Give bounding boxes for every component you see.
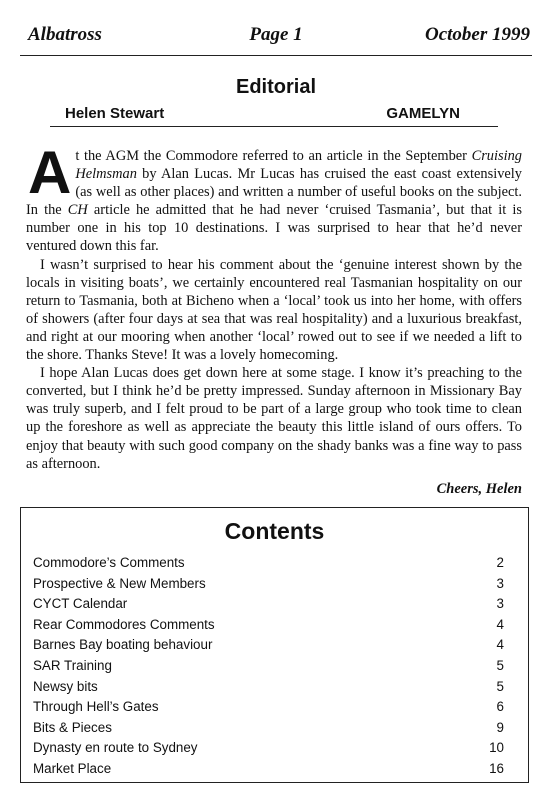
magazine-abbrev: CH — [67, 202, 88, 219]
contents-item[interactable] — [33, 759, 504, 780]
contents-item[interactable] — [33, 718, 504, 739]
contents-box — [20, 507, 529, 783]
contents-item-page: 6 — [496, 699, 504, 715]
contents-item[interactable] — [33, 738, 504, 759]
contents-item[interactable] — [33, 697, 504, 718]
contents-item-page: 2 — [496, 555, 504, 570]
contents-item-page: 5 — [496, 657, 504, 673]
contents-item[interactable] — [33, 574, 504, 595]
editorial-title: Editorial — [235, 76, 316, 98]
p1-text-b: by Alan Lucas. Mr Lucas has cruised the east coast extensively (as well as other places) and written a number of useful books on the subject. In the — [26, 166, 522, 219]
contents-item-page: 3 — [496, 596, 504, 612]
page-header — [20, 24, 532, 50]
author-name: Helen Stewart — [65, 105, 165, 122]
contents-item[interactable] — [33, 635, 504, 656]
contents-item-page: 3 — [496, 575, 504, 591]
contents-item-page: 4 — [496, 616, 504, 632]
contents-item-page: 4 — [496, 637, 504, 653]
contents-item-page: 9 — [496, 719, 504, 735]
contents-item-title: Through Hell’s Gates — [33, 699, 159, 715]
header-divider — [20, 55, 532, 56]
contents-item[interactable] — [33, 594, 504, 615]
p1-text-c: article he admitted that he had never ‘cruised Tasmania’, but that it is number one in his top 10 destinations. I was surprised to hear that he’d never ventured down this far. — [26, 202, 522, 255]
page-number: Page 1 — [249, 24, 303, 45]
byline-divider — [50, 126, 498, 127]
p1-text-a: t the AGM the Commodore referred to an article in the September — [75, 148, 472, 164]
contents-item-title: Commodore’s Comments — [33, 555, 185, 570]
contents-item[interactable] — [33, 553, 504, 574]
contents-item-title: Dynasty en route to Sydney — [33, 740, 198, 756]
contents-item-page: 16 — [489, 760, 504, 776]
contents-item-title: Newsy bits — [33, 678, 98, 694]
contents-item-title: Barnes Bay boating behaviour — [33, 637, 213, 653]
contents-item-title: Prospective & New Members — [33, 575, 206, 591]
contents-item[interactable] — [33, 656, 504, 677]
contents-list — [33, 553, 504, 780]
issue-date: October 1999 — [424, 24, 530, 45]
boat-name: GAMELYN — [386, 105, 460, 122]
editorial-signoff: Cheers, Helen — [436, 481, 522, 497]
contents-item[interactable] — [33, 615, 504, 636]
editorial-byline — [50, 105, 498, 125]
contents-item-title: Market Place — [33, 760, 112, 776]
contents-item-title: Bits & Pieces — [33, 719, 112, 735]
contents-item-page: 5 — [496, 678, 504, 694]
editorial-paragraph-3: I hope Alan Lucas does get down here at some stage. I know it’s preaching to the converted, but I think he’d be pretty impressed. Sunday afternoon in Missionary Bay was truly superb, and I felt proud to be part of a large group who took time to clean up the foreshore as well as appreciate the beauty this little island of ours offers. To enjoy that beauty with such good company on the shady banks was a fine way to pass as afternoon. — [26, 365, 522, 472]
editorial-paragraph-1 — [26, 139, 522, 256]
magazine-title: Cruising Helmsman — [75, 148, 522, 183]
contents-item-page: 10 — [489, 740, 504, 756]
contents-title: Contents — [224, 518, 325, 544]
publication-title: Albatross — [28, 24, 102, 45]
contents-item[interactable] — [33, 677, 504, 698]
contents-item-title: CYCT Calendar — [33, 596, 128, 612]
drop-cap: A — [28, 139, 72, 206]
contents-item-title: Rear Commodores Comments — [33, 616, 215, 632]
editorial-body — [26, 139, 522, 473]
contents-item-title: SAR Training — [33, 657, 112, 673]
editorial-paragraph-2: I wasn’t surprised to hear his comment about the ‘genuine interest shown by the locals in visiting boats’, we certainly encountered real Tasmanian hospitality on our return to Tasmania, both at Bicheno when a ‘local’ took us into her home, with offers of showers (after four days at sea that was real hospitality) and a luxurious breakfast, and right at our mooring when another ‘local’ rowed out to see if we needed a lift to the shore. Thanks Steve! It was a lovely homecoming. — [26, 256, 522, 364]
